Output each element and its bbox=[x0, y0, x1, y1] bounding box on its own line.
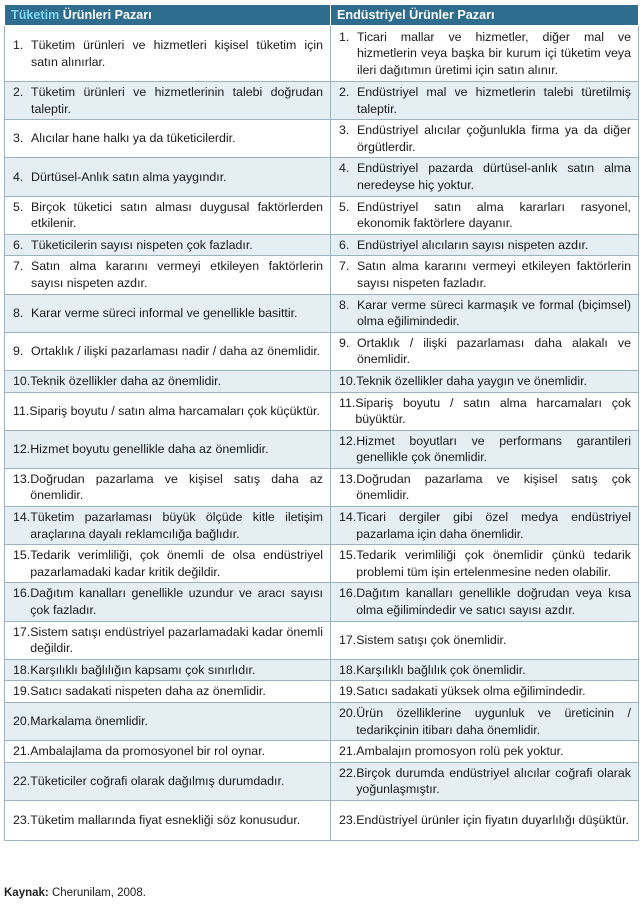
consumer-item bbox=[13, 509, 323, 542]
consumer-item-number: 8. bbox=[13, 305, 24, 320]
source-text: Cherunilam, 2008. bbox=[48, 887, 146, 899]
consumer-item-number: 2. bbox=[13, 85, 24, 99]
industrial-item-number: 11. bbox=[339, 395, 356, 410]
table-row bbox=[5, 583, 639, 621]
industrial-item-number: 19. bbox=[339, 684, 357, 699]
consumer-item bbox=[13, 683, 323, 700]
industrial-cell bbox=[331, 26, 639, 82]
table-row bbox=[5, 26, 639, 82]
consumer-item bbox=[13, 343, 323, 360]
industrial-cell bbox=[331, 800, 639, 840]
consumer-cell bbox=[5, 741, 331, 763]
header-left-rest: Ürünleri Pazarı bbox=[59, 7, 152, 22]
consumer-item-number: 6. bbox=[13, 237, 24, 252]
industrial-item bbox=[339, 335, 631, 368]
industrial-cell bbox=[331, 621, 639, 659]
consumer-cell bbox=[5, 468, 331, 506]
header-left-highlight: Tüketim bbox=[11, 7, 60, 22]
industrial-cell bbox=[331, 392, 639, 430]
industrial-item-text: Teknik özellikler daha yaygın ve önemlidir. bbox=[356, 373, 587, 388]
industrial-item-number: 18. bbox=[339, 662, 357, 677]
industrial-cell bbox=[331, 196, 639, 234]
industrial-item-number: 14. bbox=[339, 510, 357, 525]
consumer-cell bbox=[5, 621, 331, 659]
industrial-item-number: 13. bbox=[339, 471, 357, 486]
consumer-item-text: Dürtüsel-Anlık satın alma yaygındır. bbox=[31, 169, 227, 184]
table-row bbox=[5, 332, 639, 370]
industrial-item bbox=[339, 632, 631, 649]
industrial-item bbox=[339, 373, 631, 390]
consumer-item bbox=[13, 237, 323, 254]
consumer-cell bbox=[5, 762, 331, 800]
consumer-item-text: Tüketim mallarında fiyat esnekliği söz konusudur. bbox=[30, 813, 301, 828]
consumer-item-number: 20. bbox=[13, 714, 31, 729]
table-row bbox=[5, 392, 639, 430]
table-row bbox=[5, 158, 639, 196]
consumer-item-text: Karşılıklı bağlılığın kapsamı çok sınırlıdır. bbox=[30, 662, 256, 677]
industrial-item-text: Endüstriyel alıcılar çoğunlukla firma ya da diğer örgütlerdir. bbox=[357, 123, 631, 154]
consumer-item-text: Tedarik verimliliği, çok önemli de olsa endüstriyel pazarlamadaki kadar kritik değildir. bbox=[30, 548, 323, 579]
consumer-item-number: 11. bbox=[13, 403, 30, 418]
industrial-cell bbox=[331, 294, 639, 332]
table-row bbox=[5, 621, 639, 659]
industrial-item bbox=[339, 237, 631, 254]
industrial-item-text: Satıcı sadakati yüksek olma eğilimindedir. bbox=[356, 684, 586, 699]
consumer-cell bbox=[5, 583, 331, 621]
consumer-item-text: Karar verme süreci informal ve genellikle basittir. bbox=[31, 305, 298, 320]
industrial-cell bbox=[331, 234, 639, 256]
table-row bbox=[5, 468, 639, 506]
industrial-item-number: 23. bbox=[339, 813, 357, 828]
industrial-item-text: Ambalajın promosyon rolü pek yoktur. bbox=[356, 744, 564, 759]
industrial-item-text: Karar verme süreci karmaşık ve formal (biçimsel) olma eğilimindedir. bbox=[357, 297, 631, 329]
industrial-item-number: 7. bbox=[339, 259, 350, 274]
consumer-item-text: Hizmet boyutu genellikle daha az önemlidir. bbox=[30, 441, 269, 456]
consumer-item-text: Alıcılar hane halkı ya da tüketicilerdir. bbox=[31, 131, 236, 146]
consumer-item-number: 19. bbox=[13, 684, 31, 699]
industrial-item-text: Ticari dergiler gibi özel medya endüstriyel pazarlama için daha önemlidir. bbox=[356, 510, 631, 541]
table-row bbox=[5, 762, 639, 800]
consumer-item bbox=[13, 258, 323, 291]
consumer-cell bbox=[5, 430, 331, 468]
industrial-item-text: Endüstriyel alıcıların sayısı nispeten azdır. bbox=[357, 237, 589, 252]
consumer-cell bbox=[5, 370, 331, 392]
consumer-item-text: Satıcı sadakati nispeten daha az önemlidir. bbox=[30, 684, 266, 699]
consumer-item-number: 15. bbox=[13, 548, 31, 563]
consumer-item bbox=[13, 713, 323, 730]
table-body bbox=[5, 26, 639, 841]
industrial-item bbox=[339, 662, 631, 679]
table-row bbox=[5, 294, 639, 332]
industrial-item-number: 9. bbox=[339, 335, 350, 350]
consumer-item-number: 17. bbox=[13, 624, 31, 639]
industrial-item bbox=[339, 258, 631, 291]
industrial-item-number: 21. bbox=[339, 744, 357, 759]
consumer-cell bbox=[5, 120, 331, 158]
consumer-item-number: 13. bbox=[13, 471, 31, 486]
consumer-item-number: 23. bbox=[13, 813, 31, 828]
consumer-item-text: Satın alma kararını vermeyi etkileyen faktörlerin sayısı nispeten azdır. bbox=[31, 259, 323, 290]
industrial-item bbox=[339, 433, 631, 466]
industrial-cell bbox=[331, 741, 639, 763]
industrial-item-number: 12. bbox=[339, 433, 357, 448]
industrial-cell bbox=[331, 120, 639, 158]
industrial-item-text: Satın alma kararını vermeyi etkileyen faktörlerin sayısı nispeten fazladır. bbox=[357, 259, 631, 290]
industrial-cell bbox=[331, 545, 639, 583]
industrial-item-number: 22. bbox=[339, 765, 357, 780]
industrial-item-number: 2. bbox=[339, 85, 350, 99]
consumer-item bbox=[13, 547, 323, 580]
consumer-item bbox=[13, 403, 323, 420]
industrial-item-number: 4. bbox=[339, 161, 350, 176]
industrial-item bbox=[339, 84, 631, 117]
consumer-cell bbox=[5, 659, 331, 681]
industrial-item bbox=[339, 812, 631, 829]
consumer-item-text: Ortaklık / ilişki pazarlaması nadir / daha az önemlidir. bbox=[31, 344, 321, 359]
industrial-item bbox=[339, 705, 631, 738]
industrial-cell bbox=[331, 659, 639, 681]
consumer-item-text: Dağıtım kanalları genellikle uzundur ve aracı sayısı çok fazladır. bbox=[30, 586, 323, 618]
consumer-item bbox=[13, 585, 323, 618]
table-row bbox=[5, 256, 639, 294]
table-row bbox=[5, 545, 639, 583]
consumer-cell bbox=[5, 26, 331, 82]
table-row bbox=[5, 659, 639, 681]
consumer-item bbox=[13, 199, 323, 232]
table-row bbox=[5, 234, 639, 256]
consumer-cell bbox=[5, 234, 331, 256]
consumer-item-text: Doğrudan pazarlama ve kişisel satış daha az önemlidir. bbox=[30, 471, 323, 503]
consumer-item-text: Ambalajlama da promosyonel bir rol oynar. bbox=[30, 744, 266, 759]
table-row bbox=[5, 370, 639, 392]
industrial-cell bbox=[331, 256, 639, 294]
consumer-cell bbox=[5, 332, 331, 370]
consumer-cell bbox=[5, 507, 331, 545]
consumer-item bbox=[13, 84, 323, 117]
consumer-item bbox=[13, 305, 323, 322]
industrial-item-text: Ürün özelliklerine uygunluk ve üreticinin / tedarikçinin itibarı daha önemlidir. bbox=[356, 706, 631, 737]
table-row bbox=[5, 800, 639, 840]
consumer-cell bbox=[5, 800, 331, 840]
consumer-item-number: 21. bbox=[13, 744, 31, 759]
consumer-item bbox=[13, 373, 323, 390]
industrial-item bbox=[339, 547, 631, 580]
consumer-cell bbox=[5, 158, 331, 196]
industrial-cell bbox=[331, 468, 639, 506]
consumer-item-number: 3. bbox=[13, 131, 24, 146]
consumer-item-text: Markalama önemlidir. bbox=[30, 714, 148, 729]
header-industrial-market: Endüstriyel Ürünler Pazarı bbox=[331, 5, 639, 26]
industrial-item bbox=[339, 395, 631, 428]
consumer-cell bbox=[5, 256, 331, 294]
industrial-item-number: 16. bbox=[339, 586, 357, 601]
consumer-item-number: 22. bbox=[13, 774, 31, 789]
industrial-item-number: 1. bbox=[339, 29, 350, 44]
consumer-item bbox=[13, 130, 323, 147]
consumer-cell bbox=[5, 545, 331, 583]
consumer-item bbox=[13, 743, 323, 760]
table-header-row bbox=[5, 5, 639, 26]
industrial-item-number: 5. bbox=[339, 199, 350, 214]
industrial-item-text: Endüstriyel pazarda dürtüsel-anlık satın alma neredeyse hiç yoktur. bbox=[357, 161, 631, 192]
consumer-item-number: 12. bbox=[13, 441, 31, 456]
industrial-cell bbox=[331, 681, 639, 703]
consumer-item bbox=[13, 812, 323, 829]
industrial-cell bbox=[331, 82, 639, 120]
industrial-cell bbox=[331, 703, 639, 741]
industrial-item-text: Hizmet boyutları ve performans garantileri genellikle çok önemlidir. bbox=[356, 433, 631, 465]
industrial-item-number: 6. bbox=[339, 237, 350, 252]
table-row bbox=[5, 196, 639, 234]
industrial-item bbox=[339, 585, 631, 618]
consumer-item bbox=[13, 773, 323, 790]
table-row bbox=[5, 507, 639, 545]
consumer-item-text: Sistem satışı endüstriyel pazarlamadaki kadar önemli değildir. bbox=[30, 624, 323, 656]
consumer-cell bbox=[5, 703, 331, 741]
industrial-item-number: 8. bbox=[339, 297, 350, 312]
consumer-cell bbox=[5, 294, 331, 332]
industrial-item-number: 10. bbox=[339, 373, 357, 388]
industrial-item-number: 17. bbox=[339, 632, 357, 647]
industrial-cell bbox=[331, 583, 639, 621]
industrial-item-text: Karşılıklı bağlılık çok önemlidir. bbox=[356, 662, 526, 677]
industrial-item bbox=[339, 509, 631, 542]
industrial-item bbox=[339, 29, 631, 79]
consumer-item-number: 7. bbox=[13, 259, 24, 274]
industrial-item-number: 15. bbox=[339, 548, 357, 563]
consumer-item-text: Tüketicilerin sayısı nispeten çok fazladır. bbox=[31, 237, 253, 252]
consumer-item-text: Tüketim ürünleri ve hizmetlerinin talebi doğrudan taleptir. bbox=[31, 85, 323, 116]
industrial-item bbox=[339, 297, 631, 330]
consumer-cell bbox=[5, 392, 331, 430]
industrial-item-text: Ticari mallar ve hizmetler, diğer mal ve hizmetlerin veya başka bir kurum içi tüketim veya ileri dağıtımın üretimi için satın alınır. bbox=[357, 29, 631, 77]
table-row bbox=[5, 120, 639, 158]
table-row bbox=[5, 703, 639, 741]
industrial-item-number: 20. bbox=[339, 706, 357, 720]
consumer-item-text: Tüketim pazarlaması büyük ölçüde kitle iletişim araçlarına dayalı reklamcılığa bağlıdır. bbox=[30, 510, 323, 541]
industrial-item-text: Tedarik verimliliği çok önemlidir çünkü tedarik problemi tüm işin ertelenmesine neden olabilir. bbox=[356, 548, 631, 579]
table-row bbox=[5, 82, 639, 120]
industrial-cell bbox=[331, 370, 639, 392]
consumer-item-text: Tüketim ürünleri ve hizmetleri kişisel tüketim için satın alınırlar. bbox=[31, 37, 323, 69]
consumer-item-number: 10. bbox=[13, 373, 31, 388]
table-row bbox=[5, 430, 639, 468]
source-label: Kaynak: bbox=[4, 887, 49, 899]
consumer-item-number: 1. bbox=[13, 37, 24, 52]
industrial-item-text: Endüstriyel satın alma kararları rasyonel, ekonomik faktörlere dayanır. bbox=[357, 199, 631, 231]
consumer-item bbox=[13, 624, 323, 657]
consumer-item bbox=[13, 471, 323, 504]
consumer-item-number: 18. bbox=[13, 662, 31, 677]
industrial-item-text: Birçok durumda endüstriyel alıcılar coğrafi olarak yoğunlaşmıştır. bbox=[356, 765, 631, 797]
industrial-item-text: Dağıtım kanalları genellikle doğrudan veya kısa olma eğilimindedir ve satıcı sayısı azdır. bbox=[356, 586, 631, 618]
industrial-cell bbox=[331, 158, 639, 196]
consumer-cell bbox=[5, 196, 331, 234]
industrial-item-text: Ortaklık / ilişki pazarlaması daha alakalı ve önemlidir. bbox=[357, 335, 631, 367]
industrial-item bbox=[339, 683, 631, 700]
industrial-item bbox=[339, 122, 631, 155]
header-consumer-market bbox=[5, 5, 331, 26]
source-note bbox=[4, 887, 146, 899]
consumer-cell bbox=[5, 681, 331, 703]
consumer-item-number: 5. bbox=[13, 199, 24, 214]
table-row bbox=[5, 741, 639, 763]
industrial-item-text: Endüstriyel mal ve hizmetlerin talebi türetilmiş taleptir. bbox=[357, 85, 631, 116]
industrial-item bbox=[339, 743, 631, 760]
industrial-item-text: Doğrudan pazarlama ve kişisel satış çok önemlidir. bbox=[356, 471, 631, 503]
consumer-item bbox=[13, 169, 323, 186]
table-row bbox=[5, 681, 639, 703]
industrial-cell bbox=[331, 430, 639, 468]
industrial-item bbox=[339, 199, 631, 232]
consumer-item bbox=[13, 37, 323, 70]
industrial-item-number: 3. bbox=[339, 123, 350, 138]
consumer-cell bbox=[5, 82, 331, 120]
consumer-item-text: Birçok tüketici satın alması duygusal faktörlerden etkilenir. bbox=[31, 199, 323, 231]
industrial-item bbox=[339, 160, 631, 193]
consumer-item-text: Teknik özellikler daha az önemlidir. bbox=[30, 373, 222, 388]
consumer-item-text: Sipariş boyutu / satın alma harcamaları çok küçüktür. bbox=[29, 403, 320, 418]
consumer-item bbox=[13, 441, 323, 458]
industrial-item bbox=[339, 765, 631, 798]
consumer-item-number: 9. bbox=[13, 344, 24, 359]
consumer-item bbox=[13, 662, 323, 679]
industrial-cell bbox=[331, 762, 639, 800]
consumer-item-text: Tüketiciler coğrafi olarak dağılmış durumdadır. bbox=[30, 774, 285, 789]
industrial-item-text: Endüstriyel ürünler için fiyatın duyarlılığı düşüktür. bbox=[356, 813, 629, 828]
industrial-cell bbox=[331, 332, 639, 370]
industrial-item-text: Sistem satışı çok önemlidir. bbox=[356, 632, 507, 647]
consumer-item-number: 14. bbox=[13, 510, 31, 525]
industrial-cell bbox=[331, 507, 639, 545]
comparison-table bbox=[4, 4, 639, 841]
industrial-item-text: Sipariş boyutu / satın alma harcamaları çok büyüktür. bbox=[355, 395, 631, 427]
consumer-item-number: 16. bbox=[13, 586, 31, 601]
consumer-item-number: 4. bbox=[13, 169, 24, 184]
industrial-item bbox=[339, 471, 631, 504]
